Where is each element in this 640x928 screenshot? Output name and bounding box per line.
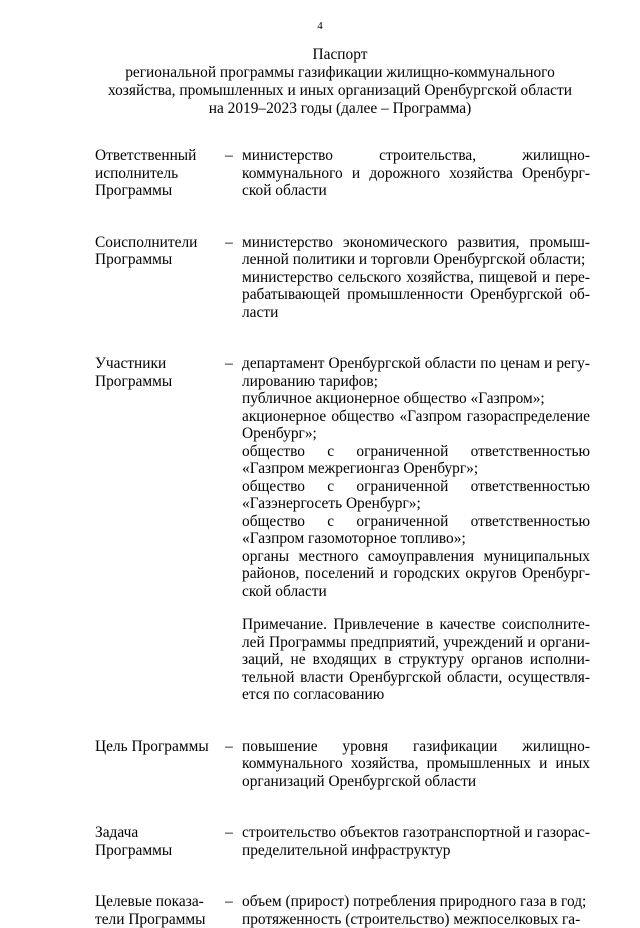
row-label-line: Ответственный	[95, 147, 223, 165]
passport-row	[0, 147, 640, 200]
row-dash: –	[224, 147, 234, 165]
text-line: Оренбург»;	[242, 425, 590, 443]
row-paragraph	[242, 478, 590, 513]
text-line: органы местного самоуправления муниципальных	[242, 548, 590, 566]
row-dash: –	[224, 824, 234, 842]
row-dash: –	[224, 738, 234, 756]
title-line-4: на 2019–2023 годы (далее – Программа)	[90, 100, 590, 118]
row-content	[242, 824, 590, 859]
passport-table	[0, 147, 640, 928]
row-dash: –	[224, 893, 234, 911]
text-line: объем (прирост) потребления природного газа в год;	[242, 893, 590, 911]
row-content	[242, 893, 590, 928]
text-line: организаций Оренбургской области	[242, 773, 590, 791]
row-content	[242, 355, 590, 704]
row-dash: –	[224, 355, 234, 373]
row-paragraph	[242, 408, 590, 443]
row-label-line: Соисполнители	[95, 234, 223, 252]
text-line: министерство сельского хозяйства, пищевой и пере-	[242, 269, 590, 287]
text-line: министерство строительства, жилищно-	[242, 147, 590, 165]
row-label	[95, 738, 223, 756]
row-label-line: Программы	[95, 842, 223, 860]
title-line-1: Паспорт	[90, 46, 590, 64]
row-label	[95, 355, 223, 390]
row-paragraph	[242, 443, 590, 478]
row-paragraph	[242, 355, 590, 390]
row-label	[95, 147, 223, 200]
row-label	[95, 893, 223, 928]
row-label-line: Программы	[95, 373, 223, 391]
row-label	[95, 824, 223, 859]
row-content	[242, 234, 590, 322]
row-paragraph	[242, 147, 590, 200]
row-paragraph	[242, 738, 590, 791]
text-line: тельной власти Оренбургской области, осуществля-	[242, 669, 590, 687]
row-label-line: Программы	[95, 182, 223, 200]
row-content	[242, 738, 590, 791]
text-line: коммунального и дорожного хозяйства Оренбург-	[242, 165, 590, 183]
row-label-line: тели Программы	[95, 911, 223, 928]
page-number: 4	[0, 20, 640, 32]
text-line: публичное акционерное общество «Газпром»;	[242, 390, 590, 408]
passport-row	[0, 738, 640, 791]
row-label	[95, 234, 223, 269]
row-paragraph	[242, 390, 590, 408]
row-paragraph	[242, 234, 590, 269]
text-line: министерство экономического развития, промыш-	[242, 234, 590, 252]
text-line: ласти	[242, 304, 590, 322]
text-line: департамент Оренбургской области по ценам и регу-	[242, 355, 590, 373]
title-line-2: региональной программы газификации жилищно-коммунального	[90, 64, 590, 82]
row-label-line: Задача	[95, 824, 223, 842]
row-label-line: Участники	[95, 355, 223, 373]
text-line: повышение уровня газификации жилищно-	[242, 738, 590, 756]
text-line: рабатывающей промышленности Оренбургской об-	[242, 286, 590, 304]
text-line: общество с ограниченной ответственностью	[242, 443, 590, 461]
row-paragraph	[242, 513, 590, 548]
text-line: заций, не входящих в структуру органов исполни-	[242, 651, 590, 669]
row-label-line: Цель Программы	[95, 738, 223, 756]
text-line: акционерное общество «Газпром газораспределение	[242, 408, 590, 426]
text-line: Примечание. Привлечение в качестве соисполните-	[242, 616, 590, 634]
document-title	[90, 46, 590, 118]
row-paragraph	[242, 824, 590, 859]
row-label-line: Целевые показа-	[95, 893, 223, 911]
text-line: ской области	[242, 182, 590, 200]
row-paragraph	[242, 893, 590, 911]
text-line: общество с ограниченной ответственностью	[242, 478, 590, 496]
text-line: «Газпром межрегионгаз Оренбург»;	[242, 460, 590, 478]
title-line-3: хозяйства, промышленных и иных организаций Оренбургской области	[90, 82, 590, 100]
text-line: ской области	[242, 583, 590, 601]
text-line: «Газэнергосеть Оренбург»;	[242, 495, 590, 513]
passport-row	[0, 824, 640, 859]
text-line: ется по согласованию	[242, 686, 590, 704]
text-line: общество с ограниченной ответственностью	[242, 513, 590, 531]
text-line: «Газпром газомоторное топливо»;	[242, 530, 590, 548]
text-line: лированию тарифов;	[242, 373, 590, 391]
text-line: пределительной инфраструктур	[242, 842, 590, 860]
passport-row	[0, 893, 640, 928]
text-line: лей Программы предприятий, учреждений и органи-	[242, 634, 590, 652]
row-content	[242, 147, 590, 200]
row-paragraph	[242, 548, 590, 601]
row-paragraph	[242, 269, 590, 322]
text-line: протяженность (строительство) межпоселковых га-	[242, 911, 590, 928]
passport-row	[0, 234, 640, 322]
row-paragraph	[242, 911, 590, 928]
row-dash: –	[224, 234, 234, 252]
text-line: строительство объектов газотранспортной и газорас-	[242, 824, 590, 842]
passport-row	[0, 355, 640, 704]
text-line: районов, поселений и городских округов Оренбург-	[242, 565, 590, 583]
text-line: ленной политики и торговли Оренбургской области;	[242, 251, 590, 269]
row-note	[242, 616, 590, 704]
row-label-line: исполнитель	[95, 165, 223, 183]
row-label-line: Программы	[95, 251, 223, 269]
text-line: коммунального хозяйства, промышленных и иных	[242, 755, 590, 773]
